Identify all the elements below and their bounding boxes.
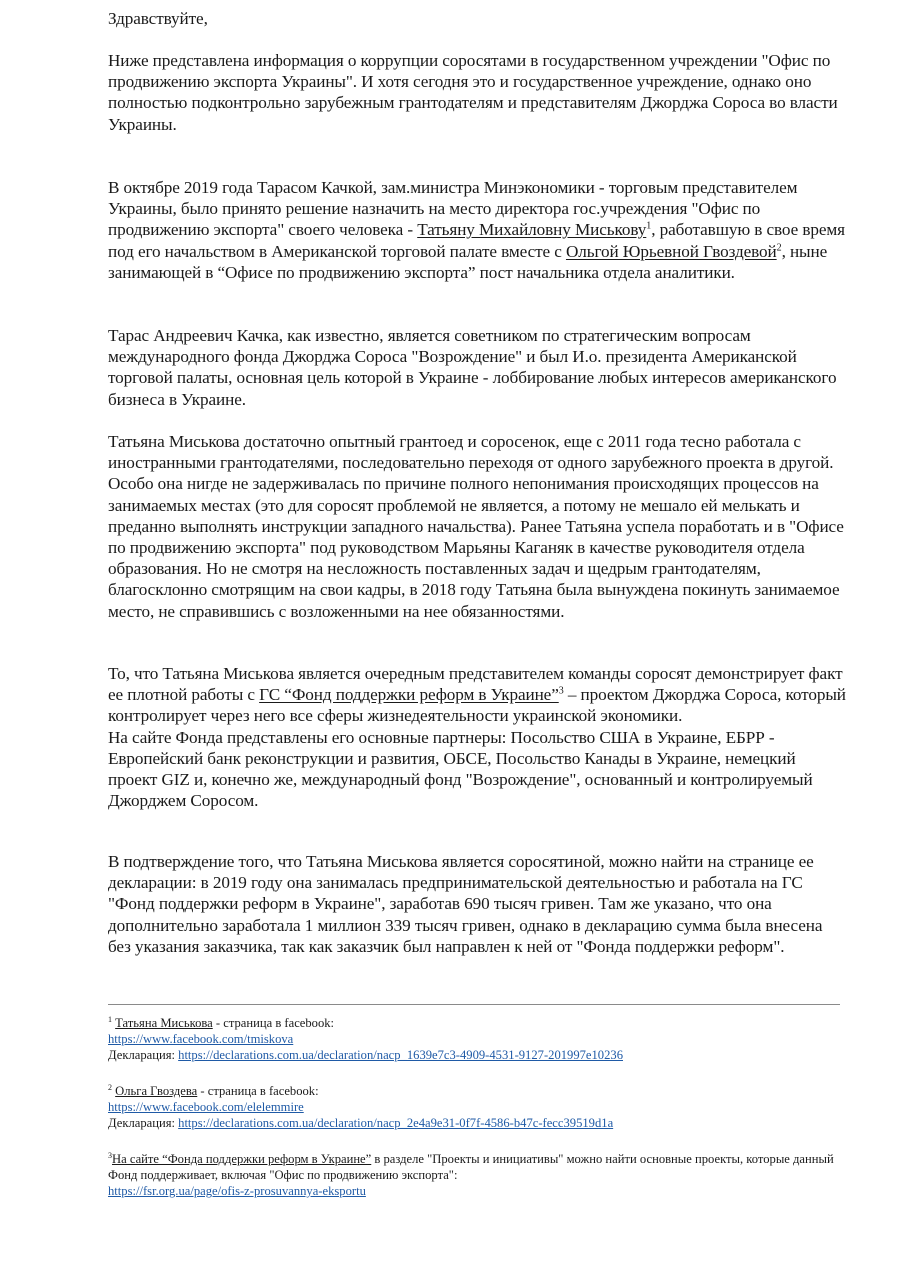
footnote-name: Татьяна Миськова	[115, 1016, 213, 1030]
link-reform-fund[interactable]: ГС “Фонд поддержки реформ в Украине”	[259, 685, 559, 705]
paragraph-declaration: В подтверждение того, что Татьяна Миськова является соросятиной, можно найти на странице ее декларации: в 2019 году она занималась предпринимательской деятельностью и работала на ГС "Фонд поддержки реформ в Украине", заработав 690 тысяч гривен. Там же указано, что она дополнительно заработала 1 миллион 339 тысяч гривен, однако в декларацию сумма была внесена без указания заказчика, так как заказчик был направлен к ней от "Фонда поддержки реформ".	[108, 852, 823, 956]
footnote-3	[108, 1151, 848, 1200]
declaration-link[interactable]: https://declarations.com.ua/declaration/nacp_2e4a9e31-0f7f-4586-b47c-fecc39519d1a	[178, 1116, 614, 1131]
declaration-label: Декларация:	[108, 1116, 179, 1131]
text: – проектом Джорджа Сороса, который контролирует через него все сферы жизнедеятельности украинской экономики.	[108, 685, 846, 726]
text: , работавшую в свое время под его начальством в Американской торговой палате вместе с	[108, 220, 845, 261]
paragraph-intro: Ниже представлена информация о коррупции соросятами в государственном учреждении "Офис по продвижению экспорта Украины". И хотя сегодня это и государственное учреждение, однако оно полностью подконтрольно зарубежным грантодателям и представителям Джорджа Сороса во власти Украины.	[108, 51, 838, 134]
text: , ныне занимающей в “Офисе по продвижению экспорта” пост начальника отдела аналитики.	[108, 241, 828, 282]
footnote-2	[108, 1083, 848, 1132]
text: То, что Татьяна Миськова является очередным представителем команды соросят демонстрирует факт ее плотной работы с	[108, 664, 843, 705]
paragraph-miskova-bio: Татьяна Миськова достаточно опытный грантоед и соросенок, еще с 2011 года тесно работала с иностранными грантодателями, последовательно переходя от одного зарубежного проекта в другой. Особо она нигде не задерживалась по причине полного непонимания происходящих процессов на занимаемых местах (это для соросят проблемой не является, а потому не мешало ей мелькать и преданно выполнять инструкции западного начальства). Ранее Татьяна успела поработать и в "Офисе по продвижению экспорта" под руководством Марьяны Каганяк в качестве руководителя отдела образования. Но не смотря на несложность поставленных задач и щедрым грантодателям, благосклонно смотрящим на свои кадры, в 2018 году Татьяна была вынуждена покинуть занимаемое место, не справившись с возложенными на нее обязанностями.	[108, 432, 844, 621]
footnote-desc: - страница в facebook:	[197, 1084, 319, 1098]
footnote-number: 3	[108, 1150, 112, 1160]
paragraph-appointment	[108, 177, 848, 283]
footnote-name: Ольга Гвоздева	[115, 1084, 198, 1098]
greeting: Здравствуйте,	[108, 9, 208, 28]
footnote-ref-1[interactable]: 1	[646, 220, 652, 232]
footnote-desc: в разделе "Проекты и инициативы" можно найти основные проекты, которые данный Фонд поддерживает, включая "Офис по продвижению экспорта":	[108, 1152, 834, 1183]
footnote-name: На сайте “Фонда поддержки реформ в Украине”	[112, 1152, 372, 1166]
link-miskova[interactable]: Татьяну Михайловну Миськову	[417, 220, 647, 240]
footnote-desc: - страница в facebook:	[212, 1016, 335, 1030]
text: На сайте Фонда представлены его основные партнеры: Посольство США в Украине, ЕБРР - Европейский банк реконструкции и развития, ОБСЕ, Посольство Канады в Украине, немецкий проект GIZ и, конечно же, международный фонд "Возрождение", основанный и контролируемый Джорджем Соросом.	[108, 727, 813, 811]
paragraph-fund	[108, 663, 848, 811]
footnote-1	[108, 1015, 848, 1064]
footnote-ref-2[interactable]: 2	[776, 241, 782, 253]
paragraph-kachka: Тарас Андреевич Качка, как известно, является советником по стратегическим вопросам международного фонда Джорджа Сороса "Возрождение" и был И.о. президента Американской торговой палаты, основная цель которой в Украине - лоббирование любых интересов американского бизнеса в Украине.	[108, 326, 837, 409]
declaration-link[interactable]: https://declarations.com.ua/declaration/nacp_1639e7c3-4909-4531-9127-201997e10236	[178, 1048, 623, 1063]
footnote-number: 1	[108, 1014, 112, 1024]
footnote-divider	[108, 1004, 840, 1005]
link-gvozdeva[interactable]: Ольгой Юрьевной Гвоздевой	[565, 241, 777, 261]
declaration-label: Декларация:	[108, 1048, 179, 1063]
fund-page-link[interactable]: https://fsr.org.ua/page/ofis-z-prosuvannya-eksportu	[108, 1184, 366, 1199]
footnote-ref-3[interactable]: 3	[558, 685, 564, 697]
footnote-number: 2	[108, 1082, 112, 1092]
facebook-link[interactable]: https://www.facebook.com/tmiskova	[108, 1032, 294, 1047]
text: В октябре 2019 года Тарасом Качкой, зам.министра Минэкономики - торговым представителем Украины, было принято решение назначить на место директора гос.учреждения "Офис по продвижению экспорта" своего человека -	[108, 178, 798, 240]
facebook-link[interactable]: https://www.facebook.com/elelemmire	[108, 1100, 304, 1115]
